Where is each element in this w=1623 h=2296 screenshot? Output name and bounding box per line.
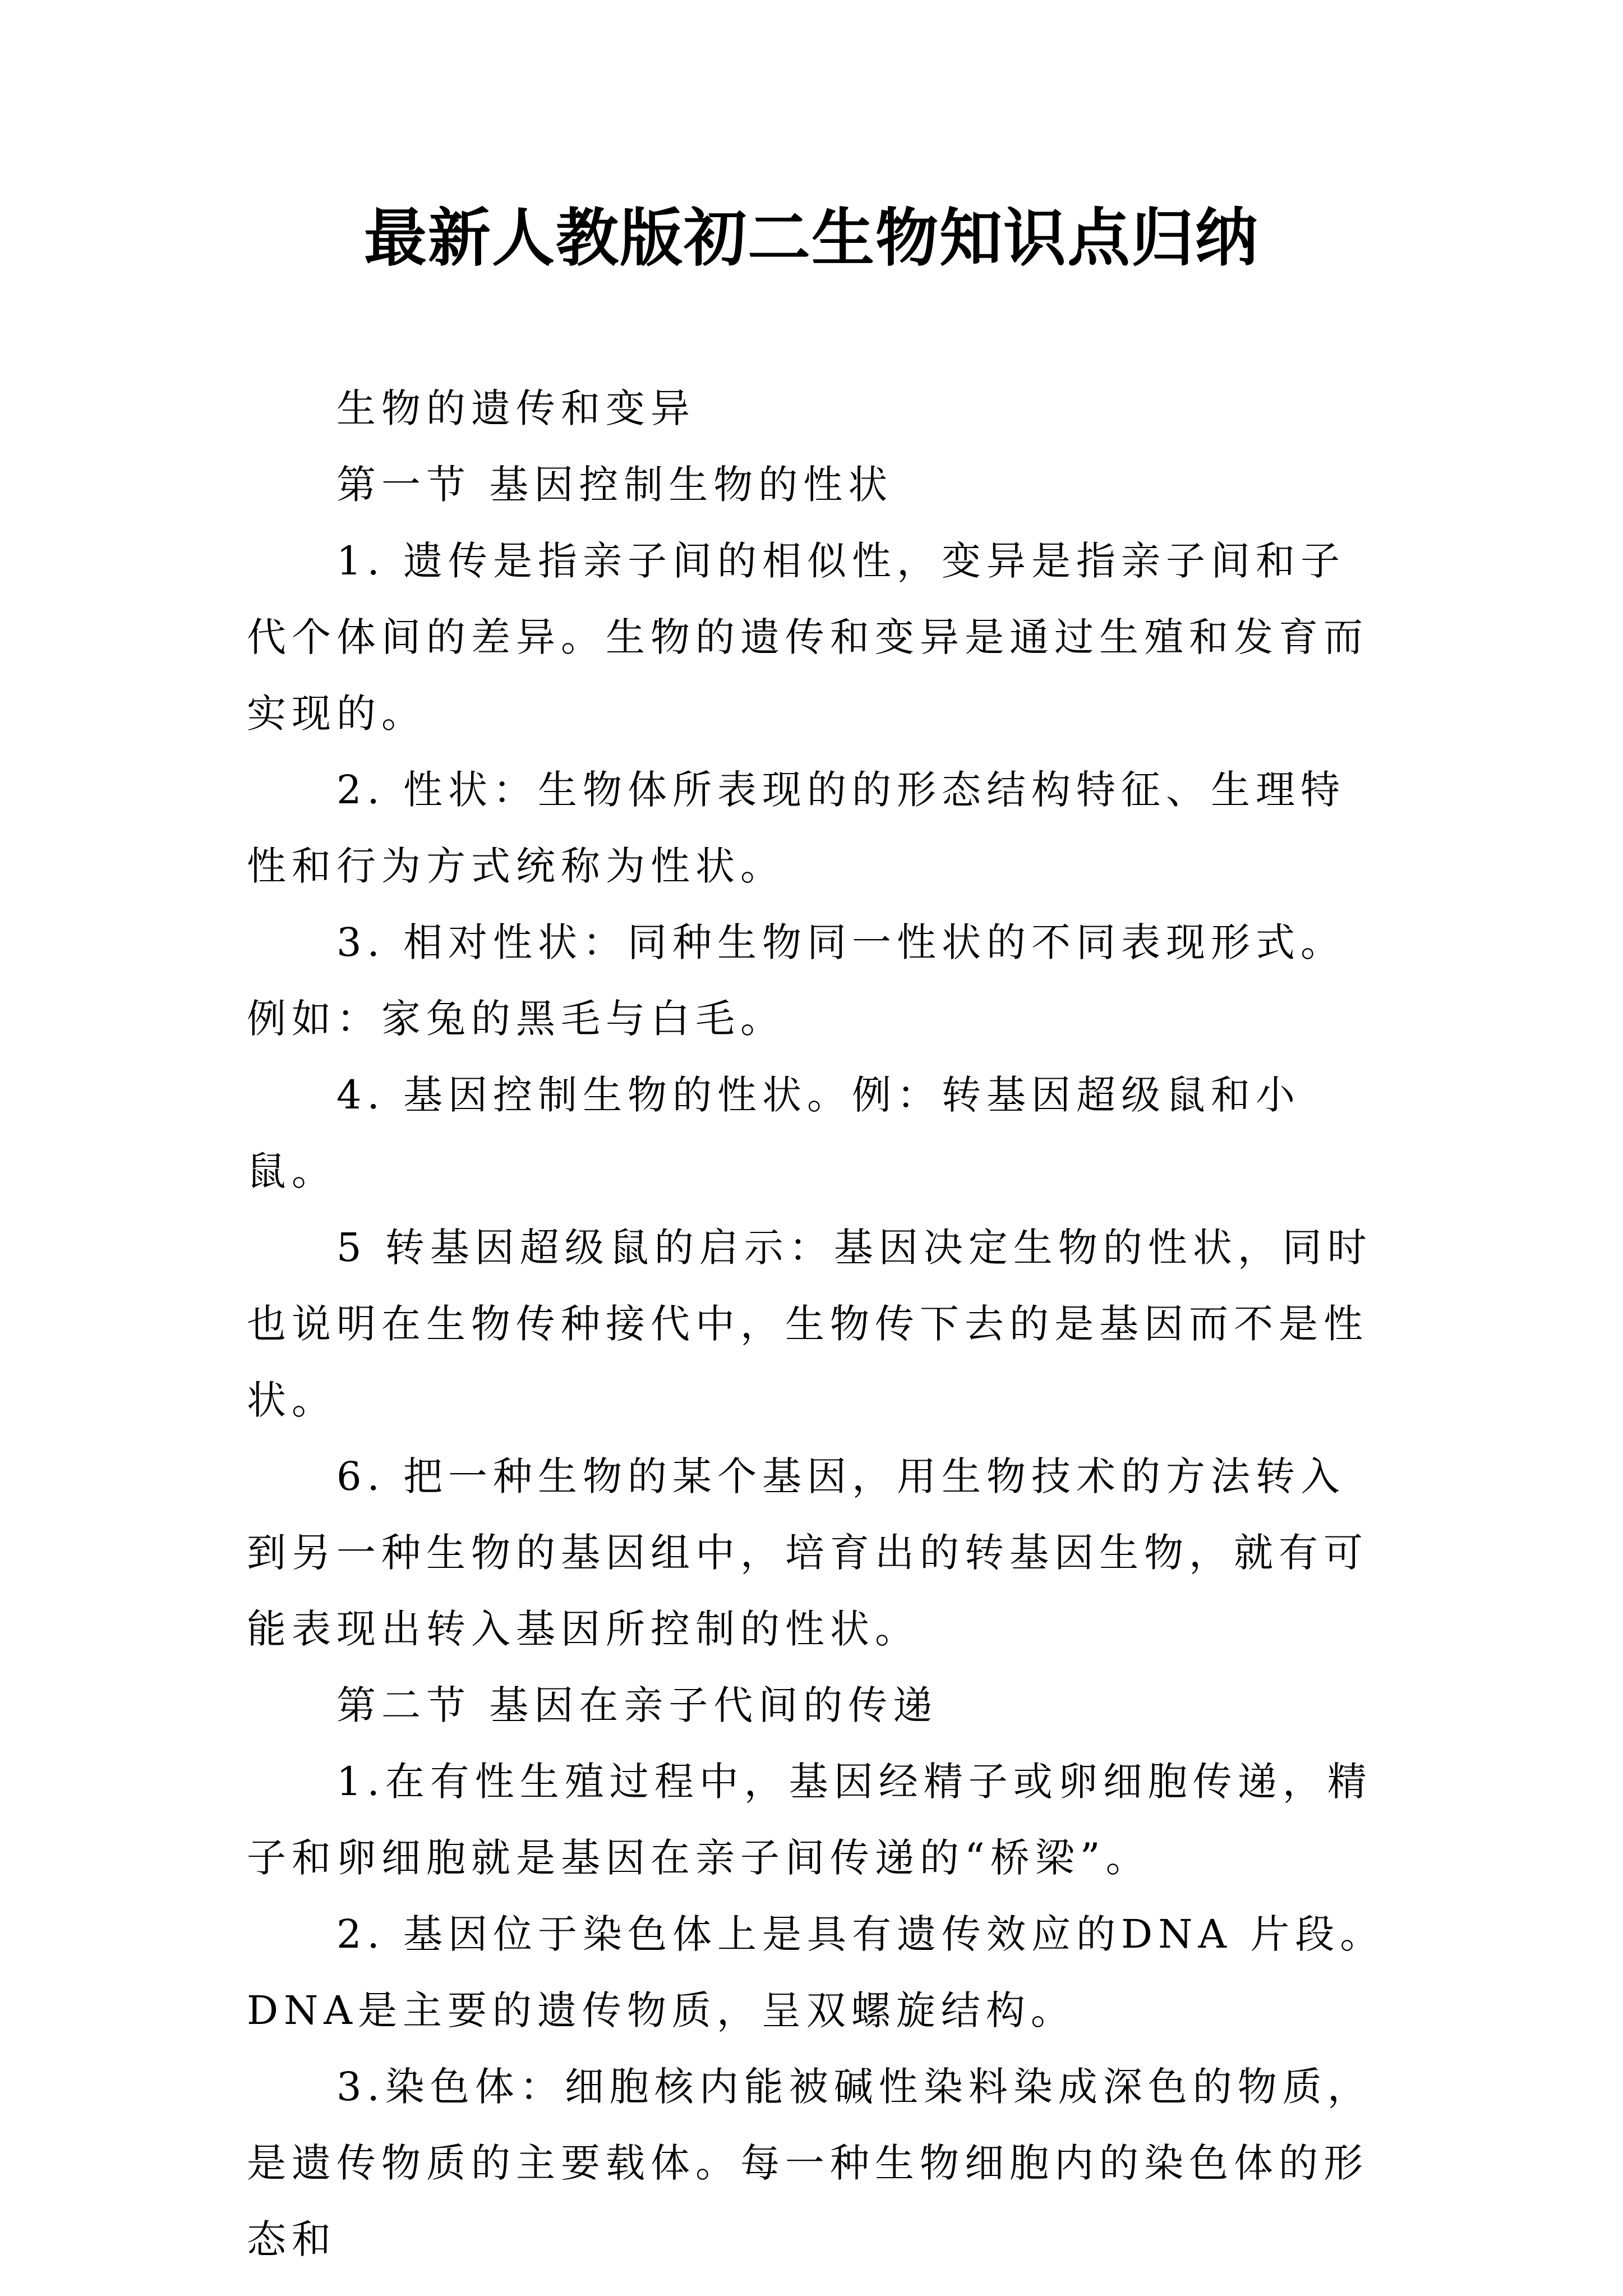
document-title: 最新人教版初二生物知识点归纳 xyxy=(364,201,1259,275)
section-heading-1: 第一节 基因控制生物的性状 xyxy=(336,462,893,508)
section-heading-chapter: 生物的遗传和变异 xyxy=(336,385,695,431)
paragraph-1-2: 2. 性状：生物体所表现的的形态结构特征、生理特性和行为方式统称为性状。 xyxy=(247,767,1346,889)
section-heading-2: 第二节 基因在亲子代间的传递 xyxy=(336,1682,938,1728)
document-body xyxy=(247,370,1385,2277)
paragraph-1-1: 1. 遗传是指亲子间的相似性，变异是指亲子间和子代个体间的差异。生物的遗传和变异是通过生殖和发育而实现的。 xyxy=(247,538,1368,737)
paragraph-1-4: 4. 基因控制生物的性状。例：转基因超级鼠和小鼠。 xyxy=(247,1072,1301,1194)
paragraph-1-5: 5 转基因超级鼠的启示：基因决定生物的性状，同时也说明在生物传种接代中，生物传下去的是基因而不是性状。 xyxy=(247,1225,1372,1423)
paragraph-1-6: 6. 把一种生物的某个基因，用生物技术的方法转入到另一种生物的基因组中，培育出的转基因生物，就有可能表现出转入基因所控制的性状。 xyxy=(247,1453,1368,1652)
paragraph-2-2: 2. 基因位于染色体上是具有遗传效应的DNA 片段。DNA是主要的遗传物质，呈双螺旋结构。 xyxy=(247,1911,1385,2033)
paragraph-1-3: 3. 相对性状：同种生物同一性状的不同表现形式。例如：家兔的黑毛与白毛。 xyxy=(247,919,1346,1042)
paragraph-2-1: 1.在有性生殖过程中，基因经精子或卵细胞传递，精子和卵细胞就是基因在亲子间传递的“桥梁”。 xyxy=(247,1759,1372,1881)
paragraph-2-3: 3.染色体：细胞核内能被碱性染料染成深色的物质，是遗传物质的主要载体。每一种生物细胞内的染色体的形态和 xyxy=(247,2064,1372,2262)
